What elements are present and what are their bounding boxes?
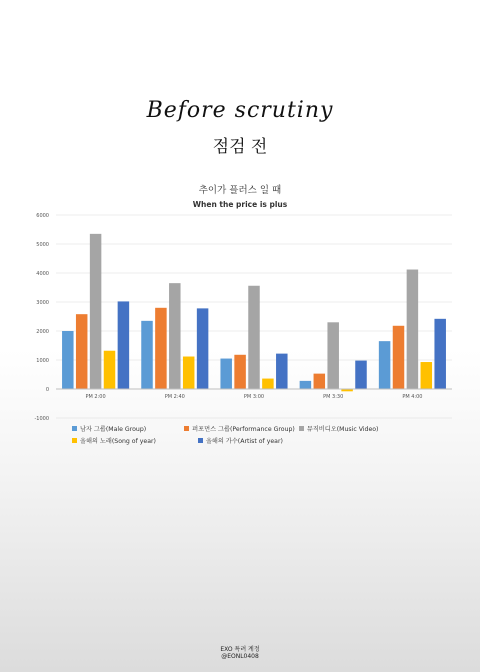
x-tick-label: PM 2:00 [85, 394, 106, 400]
legend-label-song-of-year: 올해의 노래(Song of year) [80, 438, 156, 445]
legend-swatch-song-of-year [72, 438, 77, 443]
bar-artist-of-year [434, 319, 446, 389]
bar-music-video [248, 286, 260, 389]
legend-label-performance-group: 퍼포먼스 그룹(Performance Group) [192, 426, 295, 433]
bar-music-video [90, 234, 102, 389]
bar-artist-of-year [118, 301, 129, 389]
legend-label-male-group: 남자 그룹(Male Group) [80, 426, 147, 433]
footer-account-handle: @EONL0408 [221, 653, 259, 660]
legend-label-artist-of-year: 올해의 가수(Artist of year) [205, 438, 283, 445]
footer-account-name: EXO 특려 계정 [220, 646, 260, 653]
y-tick-label: 2000 [36, 329, 49, 335]
y-tick-label: 6000 [36, 213, 49, 219]
bar-performance-group [234, 355, 246, 389]
y-tick-label: 3000 [36, 300, 49, 306]
y-tick-label: 1000 [36, 358, 49, 364]
bar-male-group [141, 321, 153, 389]
title-english: Before scrutiny [146, 98, 334, 123]
legend-item-music-video [299, 424, 379, 433]
y-tick-label: -1000 [34, 416, 49, 422]
bar-male-group [220, 359, 232, 389]
legend-swatch-male-group [72, 426, 77, 431]
x-tick-label: PM 2:40 [164, 394, 185, 400]
legend-item-male-group [72, 424, 146, 433]
bar-song-of-year [262, 379, 274, 389]
legend-item-performance-group [184, 424, 295, 433]
chart-legend [72, 424, 432, 448]
legend-swatch-artist-of-year [198, 438, 203, 443]
legend-swatch-music-video [299, 426, 304, 431]
y-tick-label: 0 [45, 387, 49, 393]
bar-male-group [62, 331, 74, 389]
bar-artist-of-year [276, 354, 288, 389]
legend-item-song-of-year [72, 436, 156, 445]
x-tick-label: PM 4:00 [402, 394, 423, 400]
legend-label-music-video: 뮤직비디오(Music Video) [306, 426, 379, 433]
bar-song-of-year [421, 362, 433, 389]
bar-performance-group [393, 326, 405, 389]
bar-song-of-year [104, 351, 116, 389]
chart-title: 추이가 플러스 일 때 [198, 185, 282, 196]
x-tick-label: PM 3:30 [323, 394, 344, 400]
bar-music-video [169, 283, 181, 389]
chart-subtitle: When the price is plus [192, 200, 288, 209]
legend-swatch-performance-group [184, 426, 189, 431]
bar-artist-of-year [355, 361, 367, 389]
bar-song-of-year [183, 357, 195, 389]
bar-performance-group [76, 314, 88, 389]
bar-male-group [300, 381, 312, 389]
bar-performance-group [314, 374, 326, 389]
bar-music-video [327, 322, 339, 389]
bar-performance-group [155, 308, 167, 389]
y-tick-label: 5000 [36, 242, 49, 248]
legend-item-artist-of-year [198, 436, 283, 445]
bar-male-group [379, 341, 391, 389]
bar-artist-of-year [197, 308, 209, 389]
x-tick-label: PM 3:00 [243, 394, 265, 400]
y-tick-label: 4000 [36, 271, 49, 277]
title-korean: 점검 전 [212, 137, 268, 157]
bar-music-video [407, 270, 419, 389]
